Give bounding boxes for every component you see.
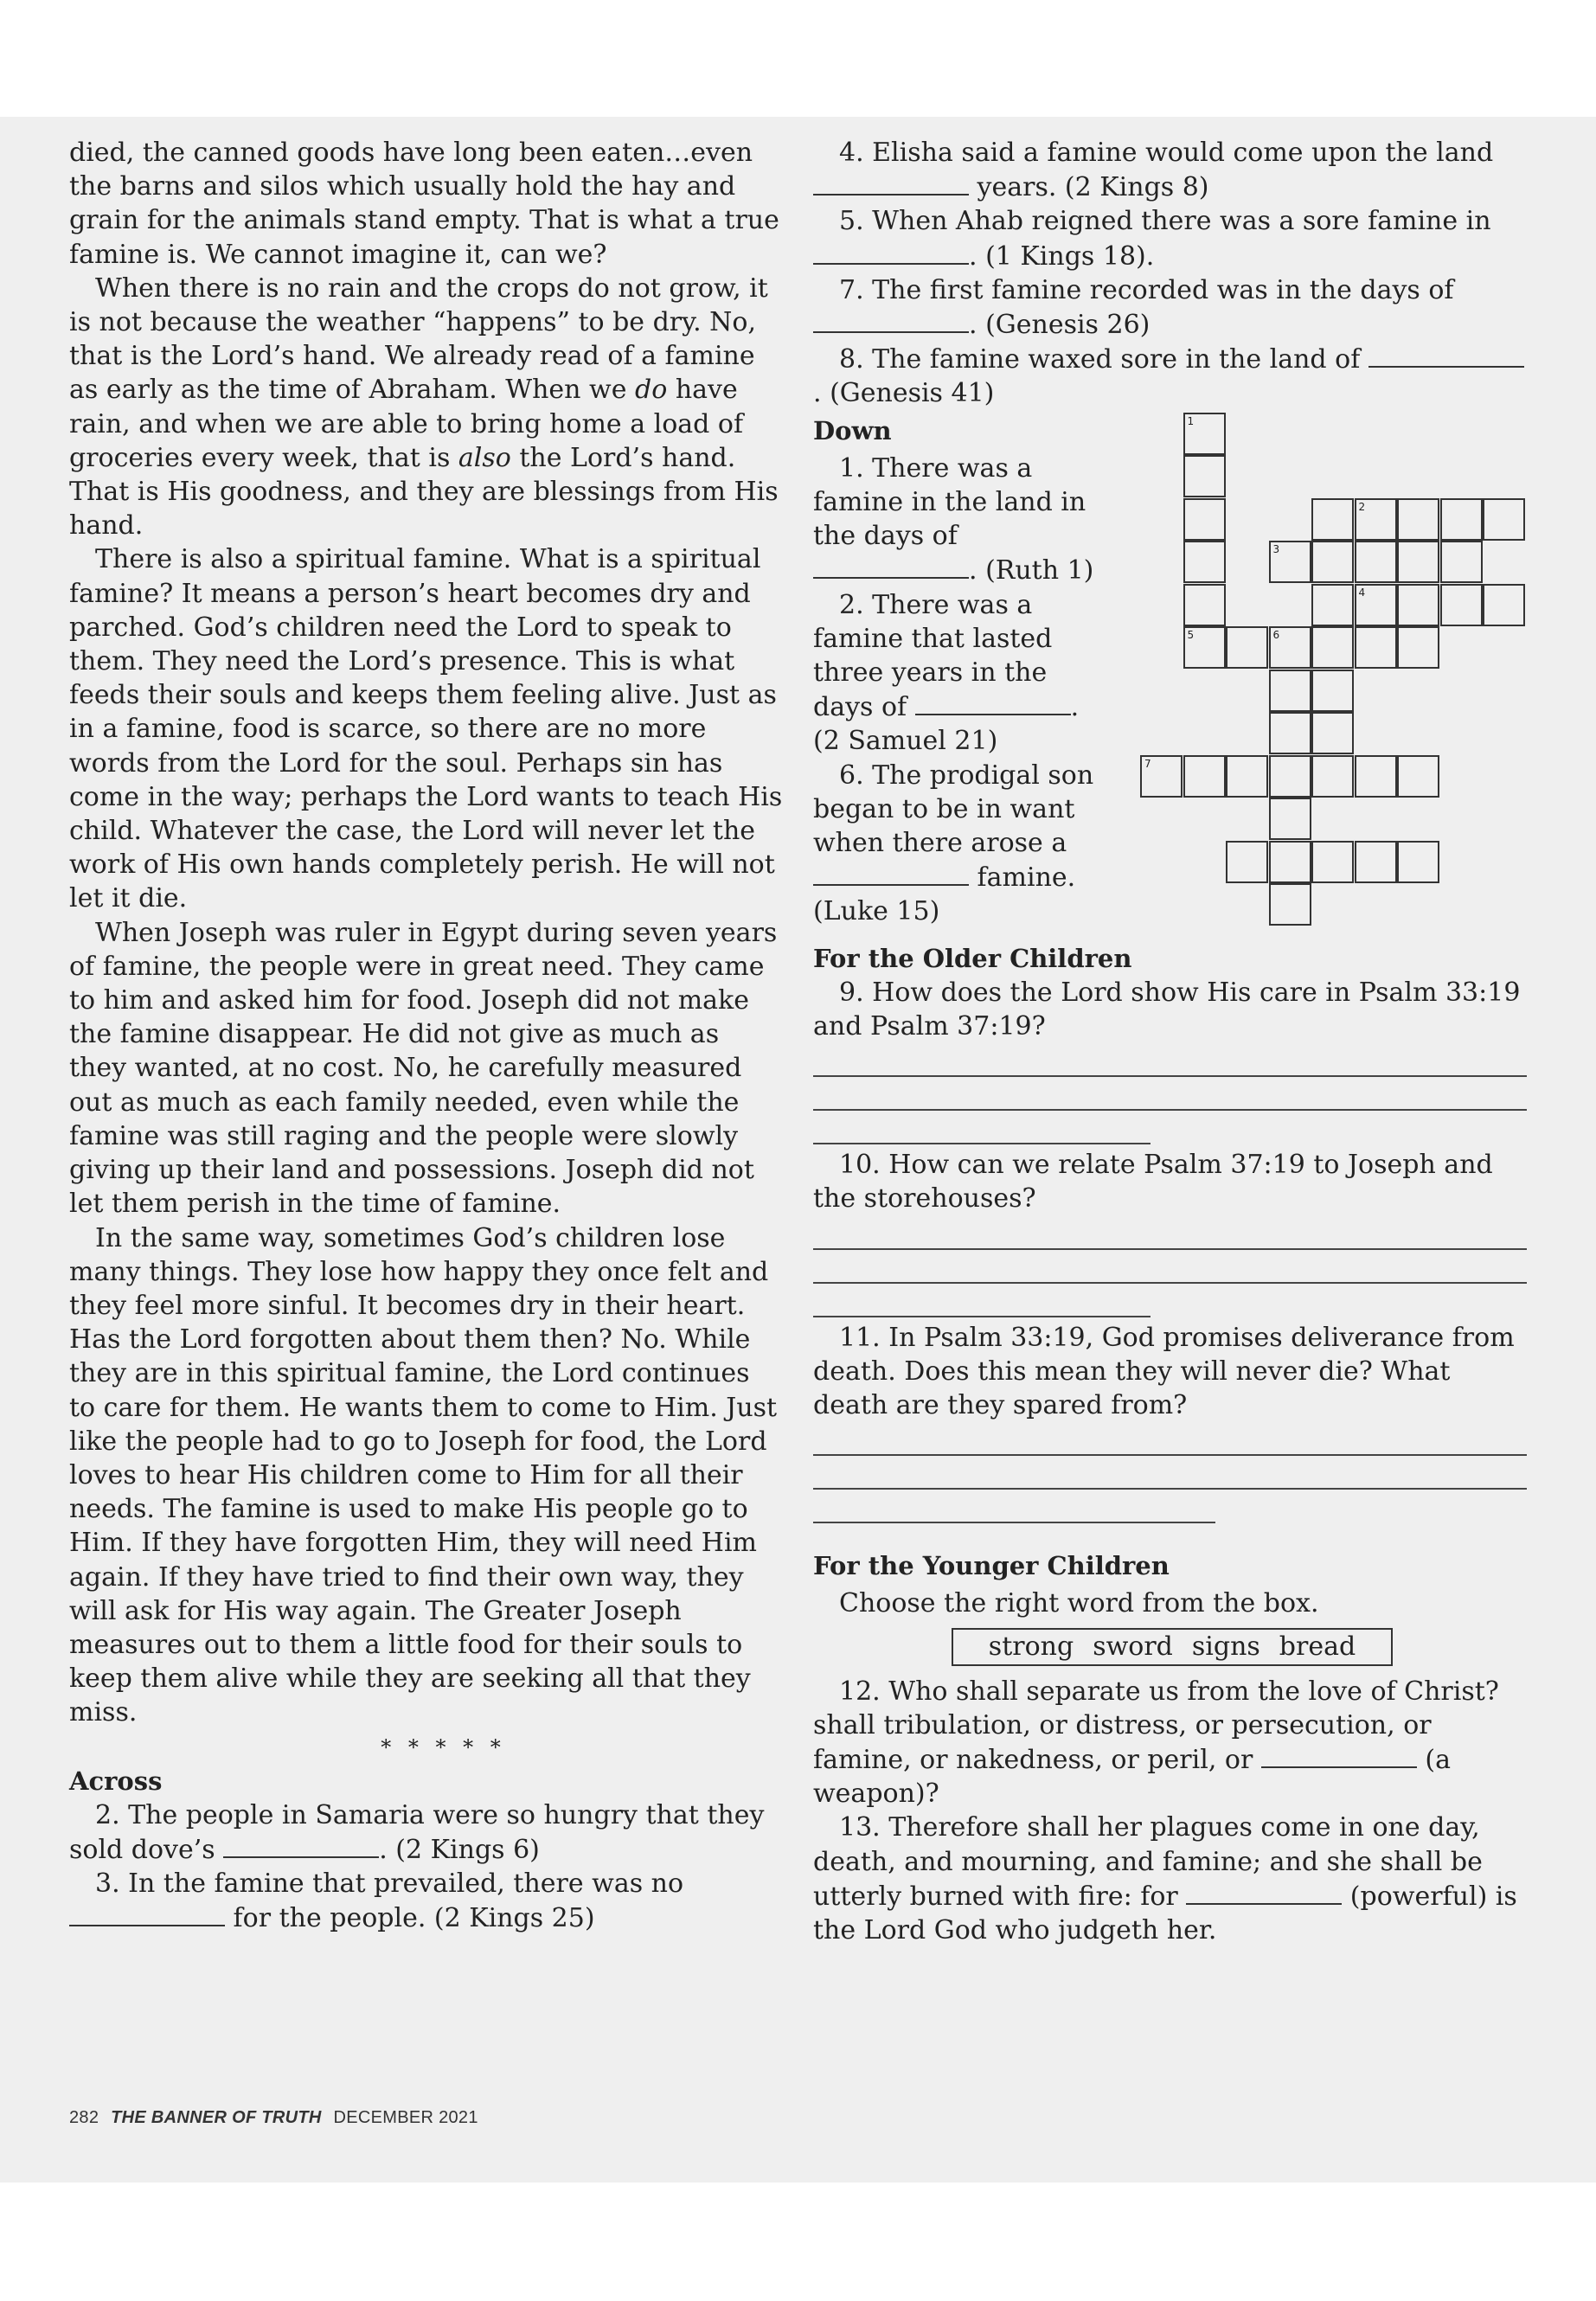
paragraph-rain: When there is no rain and the crops do not grow, it is not because the weather “happens” to be dry. No, that is the Lord’s hand. We already read of a famine as early as the time of Abraham. When we do have rain, and when we are able to bring home a load of groceries every week, that is also the Lord’s hand. That is His goodness, and they are blessings from His hand. — [69, 272, 779, 542]
answer-line[interactable] — [813, 1422, 1527, 1456]
crossword-cell[interactable] — [1440, 584, 1483, 626]
crossword-cell[interactable] — [1397, 541, 1439, 583]
crossword-cell[interactable] — [1311, 670, 1354, 712]
older-children-heading: For the Older Children — [813, 943, 1132, 973]
answer-blank[interactable] — [223, 1832, 379, 1858]
down-heading: Down — [813, 415, 892, 445]
down-section — [813, 411, 1527, 930]
down-clues — [813, 411, 1107, 929]
answer-line[interactable] — [813, 1216, 1527, 1250]
clue-number: 6 — [1272, 629, 1280, 642]
answer-blank[interactable] — [1261, 1742, 1417, 1768]
across-clue-2: 2. The people in Samaria were so hungry that they sold dove’s . (2 Kings 6) — [69, 1799, 765, 1865]
question-10: 10. How can we relate Psalm 37:19 to Joseph and the storehouses? — [813, 1150, 1493, 1215]
clue-number: 3 — [1272, 543, 1280, 556]
answer-blank[interactable] — [813, 553, 969, 579]
crossword-cell[interactable] — [1311, 755, 1354, 798]
paragraph-1: died, the canned goods have long been eaten…even the barns and silos which usually hold the hay and grain for the animals stand empty. That is what a true famine is. We cannot imagine it, can we? — [69, 138, 779, 270]
crossword-cell[interactable] — [1397, 584, 1439, 626]
crossword-cell[interactable] — [1269, 712, 1311, 754]
younger-instruction: Choose the right word from the box. — [839, 1588, 1319, 1619]
crossword-cell[interactable] — [1355, 498, 1397, 541]
across-heading: Across — [69, 1766, 163, 1796]
across-clue-7: 7. The first famine recorded was in the days of . (Genesis 26) — [813, 273, 1527, 342]
younger-children-heading: For the Younger Children — [813, 1551, 1170, 1581]
crossword-cell[interactable] — [1397, 755, 1439, 798]
crossword-cell[interactable] — [1355, 626, 1397, 669]
crossword-cell[interactable] — [1355, 584, 1397, 626]
right-column — [813, 136, 1527, 1947]
issue-date: DECEMBER 2021 — [333, 2108, 478, 2127]
crossword-cell[interactable] — [1183, 498, 1226, 541]
answer-line[interactable] — [813, 1456, 1527, 1490]
crossword-cell[interactable] — [1311, 584, 1354, 626]
left-column — [69, 136, 783, 1936]
paragraph-spiritual-famine: There is also a spiritual famine. What is a spiritual famine? It means a person’s heart becomes dry and parched. God’s children need the Lord to speak to them. They need the Lord’s presence. This is what feeds their souls and keeps them feeling alive. Just as in a famine, food is scarce, so there are no more words from the Lord for the soul. Perhaps sin has come in the way; perhaps the Lord wants to teach His child. Whatever the case, the Lord will never let the work of His own hands completely perish. He will not let it die. — [69, 544, 783, 914]
crossword-cell[interactable] — [1269, 798, 1311, 840]
question-9: 9. How does the Lord show His care in Psalm 33:19 and Psalm 37:19? — [813, 977, 1521, 1042]
down-clue-6: 6. The prodigal son began to be in want when there arose a famine. (Luke 15) — [813, 760, 1094, 927]
word-option: strong — [988, 1631, 1074, 1663]
crossword-cell[interactable] — [1269, 883, 1311, 926]
word-option: bread — [1279, 1631, 1356, 1663]
crossword-cell[interactable] — [1183, 584, 1226, 626]
paragraph-joseph: When Joseph was ruler in Egypt during seven years of famine, the people were in great need. They came to him and asked him for food. Joseph did not make the famine disappear. He did not give as much as they wanted, at no cost. No, he carefully measured out as much as each family needed, even while the famine was still raging and the people were slowly giving up their land and possessions. Joseph did not let them perish in the time of famine. — [69, 917, 778, 1220]
crossword-cell[interactable] — [1397, 841, 1439, 883]
crossword-cell[interactable] — [1183, 626, 1226, 669]
crossword-cell[interactable] — [1355, 755, 1397, 798]
section-separator: * * * * * — [381, 1734, 506, 1759]
crossword-cell[interactable] — [1311, 498, 1354, 541]
crossword-cell[interactable] — [1440, 498, 1483, 541]
clue-number: 4 — [1358, 586, 1366, 599]
answer-line[interactable] — [813, 1490, 1215, 1523]
clue-number: 7 — [1144, 757, 1151, 770]
crossword-cell[interactable] — [1440, 541, 1483, 583]
clue-number: 5 — [1187, 629, 1195, 642]
answer-line[interactable] — [813, 1250, 1527, 1284]
answer-blank[interactable] — [1368, 342, 1524, 368]
crossword-cell[interactable] — [1355, 841, 1397, 883]
down-clue-1: 1. There was a famine in the land in the days of . (Ruth 1) — [813, 452, 1094, 586]
answer-line[interactable] — [813, 1284, 1151, 1317]
word-box — [952, 1628, 1393, 1666]
crossword-cell[interactable] — [1226, 841, 1268, 883]
crossword-cell[interactable] — [1269, 841, 1311, 883]
word-option: sword — [1093, 1631, 1173, 1663]
answer-line[interactable] — [813, 1043, 1527, 1077]
answer-line[interactable] — [813, 1077, 1527, 1111]
across-clue-3: 3. In the famine that prevailed, there was no for the people. (2 Kings 25) — [69, 1867, 783, 1935]
down-clue-2: 2. There was a famine that lasted three years in the days of . (2 Samuel 21) — [813, 589, 1080, 757]
word-option: signs — [1191, 1631, 1260, 1663]
crossword-cell[interactable] — [1311, 541, 1354, 583]
answer-blank[interactable] — [813, 860, 969, 886]
crossword-cell[interactable] — [1483, 584, 1525, 626]
clue-number: 1 — [1187, 414, 1195, 427]
crossword-cell[interactable] — [1397, 498, 1439, 541]
across-clue-4: 4. Elisha said a famine would come upon the land years. (2 Kings 8) — [813, 136, 1527, 204]
crossword-cell[interactable] — [1183, 755, 1226, 798]
answer-blank[interactable] — [813, 170, 969, 195]
crossword-cell[interactable] — [1269, 541, 1311, 583]
question-13: 13. Therefore shall her plagues come in one day, death, and mourning, and famine; and she shall be utterly burned with fire: for (powerful) is the Lord God who judgeth her. — [813, 1812, 1517, 1946]
paragraph-gods-children: In the same way, sometimes God’s children lose many things. They lose how happy they once felt and they feel more sinful. It becomes dry in their heart. Has the Lord forgotten about them then? No. While they are in this spiritual famine, the Lord continues to care for them. He wants them to come to Him. Just like the people had to go to Joseph for food, the Lord loves to hear His children come to Him for all their needs. The famine is used to make His people go to Him. If they have forgotten Him, they will need Him again. If they have tried to find their own way, they will ask for His way again. The Greater Joseph measures out to them a little food for their souls to keep them alive while they are seeking all that they miss. — [69, 1222, 778, 1728]
answer-blank[interactable] — [1186, 1879, 1342, 1905]
across-clue-8: 8. The famine waxed sore in the land of . (Genesis 41) — [813, 342, 1527, 410]
clue-number: 2 — [1358, 500, 1366, 513]
crossword-cell[interactable] — [1183, 413, 1226, 455]
crossword-cell[interactable] — [1311, 626, 1354, 669]
crossword-cell[interactable] — [1183, 455, 1226, 497]
question-11: 11. In Psalm 33:19, God promises deliverance from death. Does this mean they will never die? What death are they spared from? — [813, 1322, 1515, 1421]
crossword-cell[interactable] — [1140, 755, 1183, 798]
publication-title: THE BANNER OF TRUTH — [111, 2108, 322, 2127]
crossword-cell[interactable] — [1311, 712, 1354, 754]
answer-blank[interactable] — [813, 239, 969, 265]
crossword-cell[interactable] — [1269, 755, 1311, 798]
answer-line[interactable] — [813, 1111, 1151, 1144]
across-clue-5: 5. When Ahab reigned there was a sore famine in . (1 Kings 18). — [813, 204, 1527, 272]
answer-blank[interactable] — [69, 1900, 225, 1926]
question-12: 12. Who shall separate us from the love of Christ? shall tribulation, or distress, or persecution, or famine, or nakedness, or peril, or (a weapon)? — [813, 1676, 1499, 1810]
crossword-cell[interactable] — [1355, 541, 1397, 583]
answer-blank[interactable] — [915, 689, 1071, 715]
crossword-cell[interactable] — [1311, 841, 1354, 883]
crossword-cell[interactable] — [1226, 626, 1268, 669]
crossword-cell[interactable] — [1269, 626, 1311, 669]
page-number: 282 — [69, 2108, 99, 2127]
crossword-cell[interactable] — [1183, 541, 1226, 583]
crossword-cell[interactable] — [1269, 670, 1311, 712]
answer-blank[interactable] — [813, 307, 969, 333]
page-footer — [69, 2108, 478, 2128]
crossword-cell[interactable] — [1226, 755, 1268, 798]
crossword-cell[interactable] — [1397, 626, 1439, 669]
crossword-cell[interactable] — [1483, 498, 1525, 541]
